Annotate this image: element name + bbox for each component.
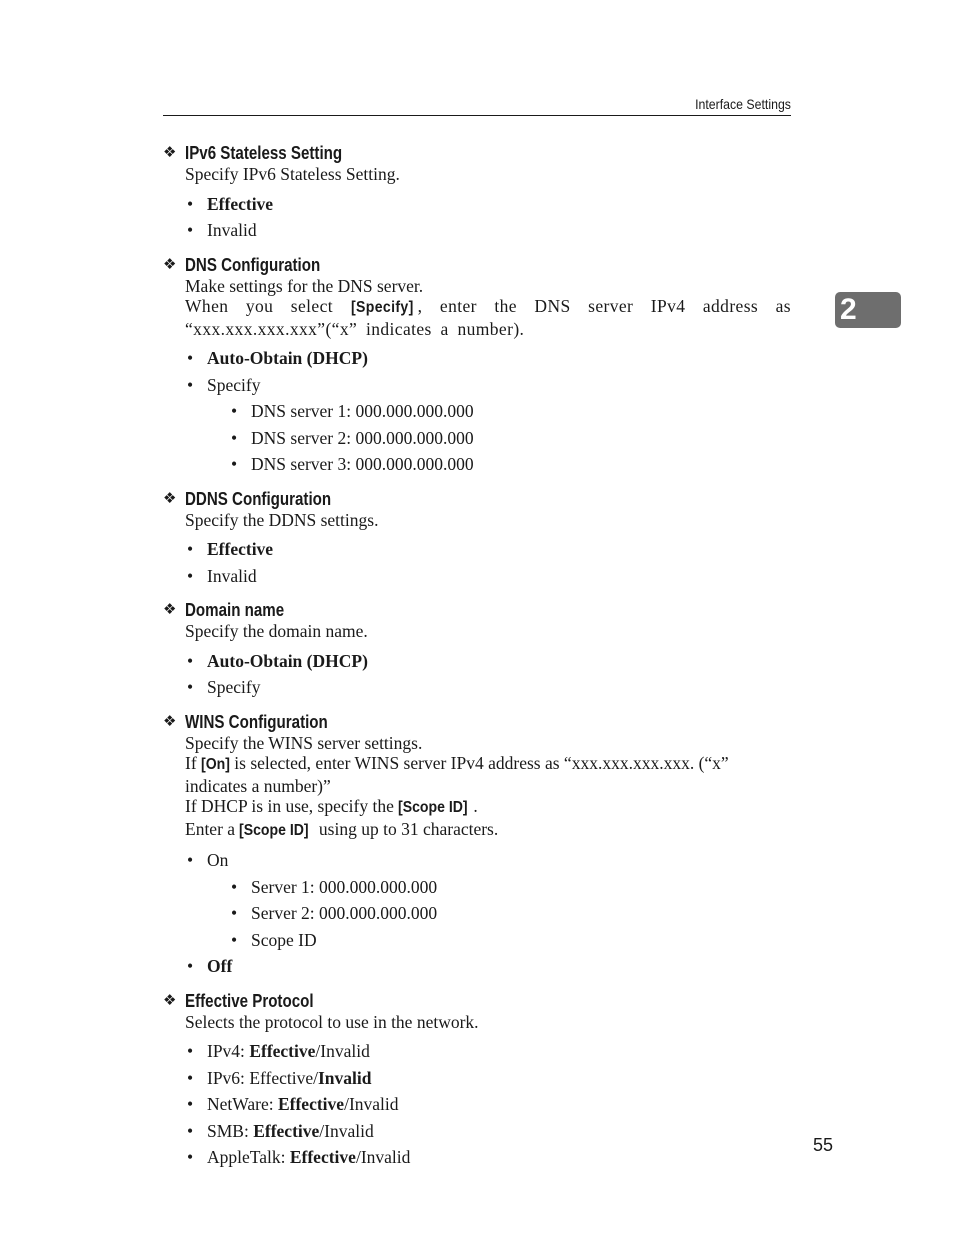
key-label: [Scope ID] [398,799,468,816]
sub-option-list [207,398,791,478]
key-label: [Specify] [350,299,414,316]
page-number: 55 [813,1135,834,1155]
protocol-item-ipv4: • IPv4: Effective/Invalid [185,1038,791,1065]
section-description: Specify the DDNS settings. [185,509,379,530]
section-instruction: If [On] is selected, enter WINS server IPv4 address as “xxx.xxx.xxx.xxx. (“x” indicates a number)” [185,753,729,796]
section-domain-name [163,599,791,701]
sub-option: • Server 2: 000.000.000.000 [229,900,791,927]
section-description: Specify IPv6 Stateless Setting. [185,164,400,184]
key-label: [On] [201,756,230,773]
diamond-bullet-icon: ❖ [163,489,177,507]
section-heading [163,254,791,276]
diamond-bullet-icon: ❖ [163,712,177,730]
section-title: WINS Configuration [185,711,328,732]
protocol-item-appletalk: • AppleTalk: Effective/Invalid [185,1144,791,1171]
section-instruction: Enter a [Scope ID] using up to 31 characters. [185,819,791,842]
section-heading [163,711,791,733]
section-description: Selects the protocol to use in the network. [185,1011,479,1032]
option: • On • Server 1: 000.000.000.000 • Server 2: 000.000.000.000 • Scope ID [185,847,791,953]
section-title: Effective Protocol [185,990,314,1011]
sub-option: • DNS server 1: 000.000.000.000 [229,398,791,425]
section-title: DNS Configuration [185,254,321,275]
header-title: Interface Settings [695,96,791,112]
section-heading [163,142,791,164]
section-heading [163,488,791,510]
protocol-item-smb: • SMB: Effective/Invalid [185,1118,791,1145]
section-ddns-configuration [163,488,791,590]
option: • Invalid [185,563,791,590]
diamond-bullet-icon: ❖ [163,601,177,618]
section-dns-configuration [163,254,791,478]
protocol-list [185,1038,791,1171]
diamond-bullet-icon: ❖ [163,991,177,1009]
option: • Invalid [185,217,791,244]
section-effective-protocol [163,990,791,1171]
option-default: • Off [185,953,791,980]
option-default: • Auto-Obtain (DHCP) [185,648,791,675]
option-list [185,191,791,244]
section-description: Specify the WINS server settings. [185,732,423,753]
option-list [185,648,791,701]
section-instruction: If DHCP is in use, specify the [Scope ID] . [185,796,791,819]
option-default: • Effective [185,191,791,218]
option-default: • Auto-Obtain (DHCP) [185,345,791,372]
sub-option: • Server 1: 000.000.000.000 [229,874,791,901]
chapter-tab: 2 [835,292,901,328]
header-rule [163,115,791,116]
sub-option: • DNS server 3: 000.000.000.000 [229,451,791,478]
section-instruction: When you select [Specify] , enter the DNS server IPv4 address as “xxx.xxx.xxx.xxx”(“x” indicates a number). [185,296,791,339]
option-default: • Effective [185,536,791,563]
section-title: Domain name [185,600,285,620]
section-heading [163,990,791,1012]
section-title: DDNS Configuration [185,488,332,509]
section-description: Specify the domain name. [185,621,368,641]
option-list [185,847,791,980]
section-title: IPv6 Stateless Setting [185,143,343,163]
option-list [185,345,791,478]
option: • Specify • DNS server 1: 000.000.000.000 • DNS server 2: 000.000.000.000 • DNS server 3: 000.000.000.000 [185,372,791,478]
page-content [163,142,791,1181]
section-wins-configuration [163,711,791,980]
option-list [185,536,791,589]
diamond-bullet-icon: ❖ [163,255,177,273]
sub-option: • DNS server 2: 000.000.000.000 [229,425,791,452]
section-description: Make settings for the DNS server. [185,275,424,296]
section-ipv6-stateless [163,142,791,244]
key-label: [Scope ID] [239,821,310,839]
sub-option-list [207,874,791,954]
sub-option: • Scope ID [229,927,791,954]
section-heading [163,599,791,621]
protocol-item-netware: • NetWare: Effective/Invalid [185,1091,791,1118]
option: • Specify [185,674,791,701]
diamond-bullet-icon: ❖ [163,144,177,161]
protocol-item-ipv6: • IPv6: Effective/Invalid [185,1065,791,1092]
